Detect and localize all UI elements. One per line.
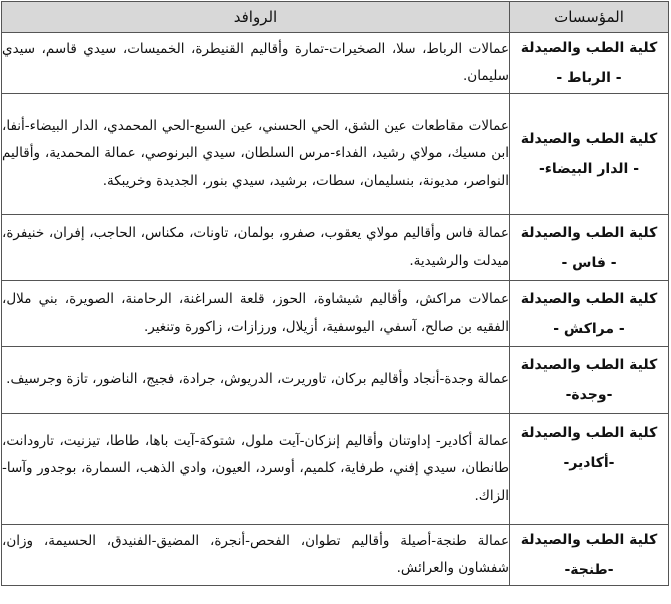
table-row: [2, 215, 669, 281]
header-institutions: المؤسسات: [510, 2, 669, 33]
tributaries-cell: عمالات مراكش، وأقاليم شيشاوة، الحوز، قلعة السراغنة، الرحامنة، الصويرة، بني ملال، الفقيه بن صالح، آسفي، اليوسفية، أزيلال، ورزازات، زاكورة وتنغير.: [2, 281, 510, 347]
tributaries-cell: عمالات الرباط، سلا، الصخيرات-تمارة وأقاليم القنيطرة، الخميسات، سيدي قاسم، سيدي سليمان.: [2, 33, 510, 94]
institution-cell: [510, 215, 669, 281]
tributaries-cell: عمالة وجدة-أنجاد وأقاليم بركان، تاوريرت، الدريوش، جرادة، فجيج، الناضور، تازة وجرسيف.: [2, 347, 510, 414]
institution-name: كلية الطب والصيدلة: [520, 40, 658, 56]
header-row: [2, 2, 669, 33]
tributaries-cell: عمالة أكادير- إداوتنان وأقاليم إنزكان-آيت ملول، شتوكة-آيت باها، طاطا، تيزنيت، تارودانت، طانطان، سيدي إفني، طرفاية، كلميم، أوسرد، العيون، وادي الذهب، السمارة، بوجدور وآسا-الزاك.: [2, 414, 510, 525]
institution-name: كلية الطب والصيدلة: [520, 131, 658, 147]
institution-cell: [510, 525, 669, 586]
institution-city: -وجدة-: [565, 387, 613, 403]
table-row: [2, 94, 669, 215]
institution-cell: [510, 33, 669, 94]
institution-cell: [510, 414, 669, 525]
table-row: [2, 347, 669, 414]
table-row: [2, 281, 669, 347]
institution-city: -طنجة-: [564, 562, 614, 578]
institution-name: كلية الطب والصيدلة: [520, 532, 658, 548]
institution-name: كلية الطب والصيدلة: [520, 357, 658, 373]
institution-name: كلية الطب والصيدلة: [520, 290, 658, 307]
institution-name: كلية الطب والصيدلة: [520, 425, 658, 441]
table-row: [2, 525, 669, 586]
institution-cell: [510, 94, 669, 215]
table-row: [2, 414, 669, 525]
institution-city: - مراكش -: [553, 320, 625, 337]
institution-cell: [510, 281, 669, 347]
tributaries-cell: عمالة طنجة-أصيلة وأقاليم تطوان، الفحص-أنجرة، المضيق-الفنيدق، الحسيمة، وزان، شفشاون والعرائش.: [2, 525, 510, 586]
institution-city: - فاس -: [561, 254, 617, 271]
table-row: [2, 33, 669, 94]
header-tributaries: الروافد: [2, 2, 510, 33]
institution-city: -أكادير-: [563, 455, 615, 471]
tributaries-cell: عمالات مقاطعات عين الشق، الحي الحسني، عين السبع-الحي المحمدي، الدار البيضاء-أنفا، ابن مسيك، مولاي رشيد، الفداء-مرس السلطان، سيدي البرنوصي، عمالة المحمدية، وأقاليم النواصر، مديونة، بنسليمان، سطات، برشيد، سيدي بنور، الجديدة وخريبكة.: [2, 94, 510, 215]
faculties-table: [1, 1, 669, 586]
institution-city: - الدار البيضاء-: [538, 161, 640, 177]
tributaries-cell: عمالة فاس وأقاليم مولاي يعقوب، صفرو، بولمان، تاونات، مكناس، الحاجب، إفران، خنيفرة، ميدلت والرشيدية.: [2, 215, 510, 281]
institution-cell: [510, 347, 669, 414]
institution-city: - الرباط -: [556, 70, 622, 86]
institution-name: كلية الطب والصيدلة: [520, 224, 658, 241]
